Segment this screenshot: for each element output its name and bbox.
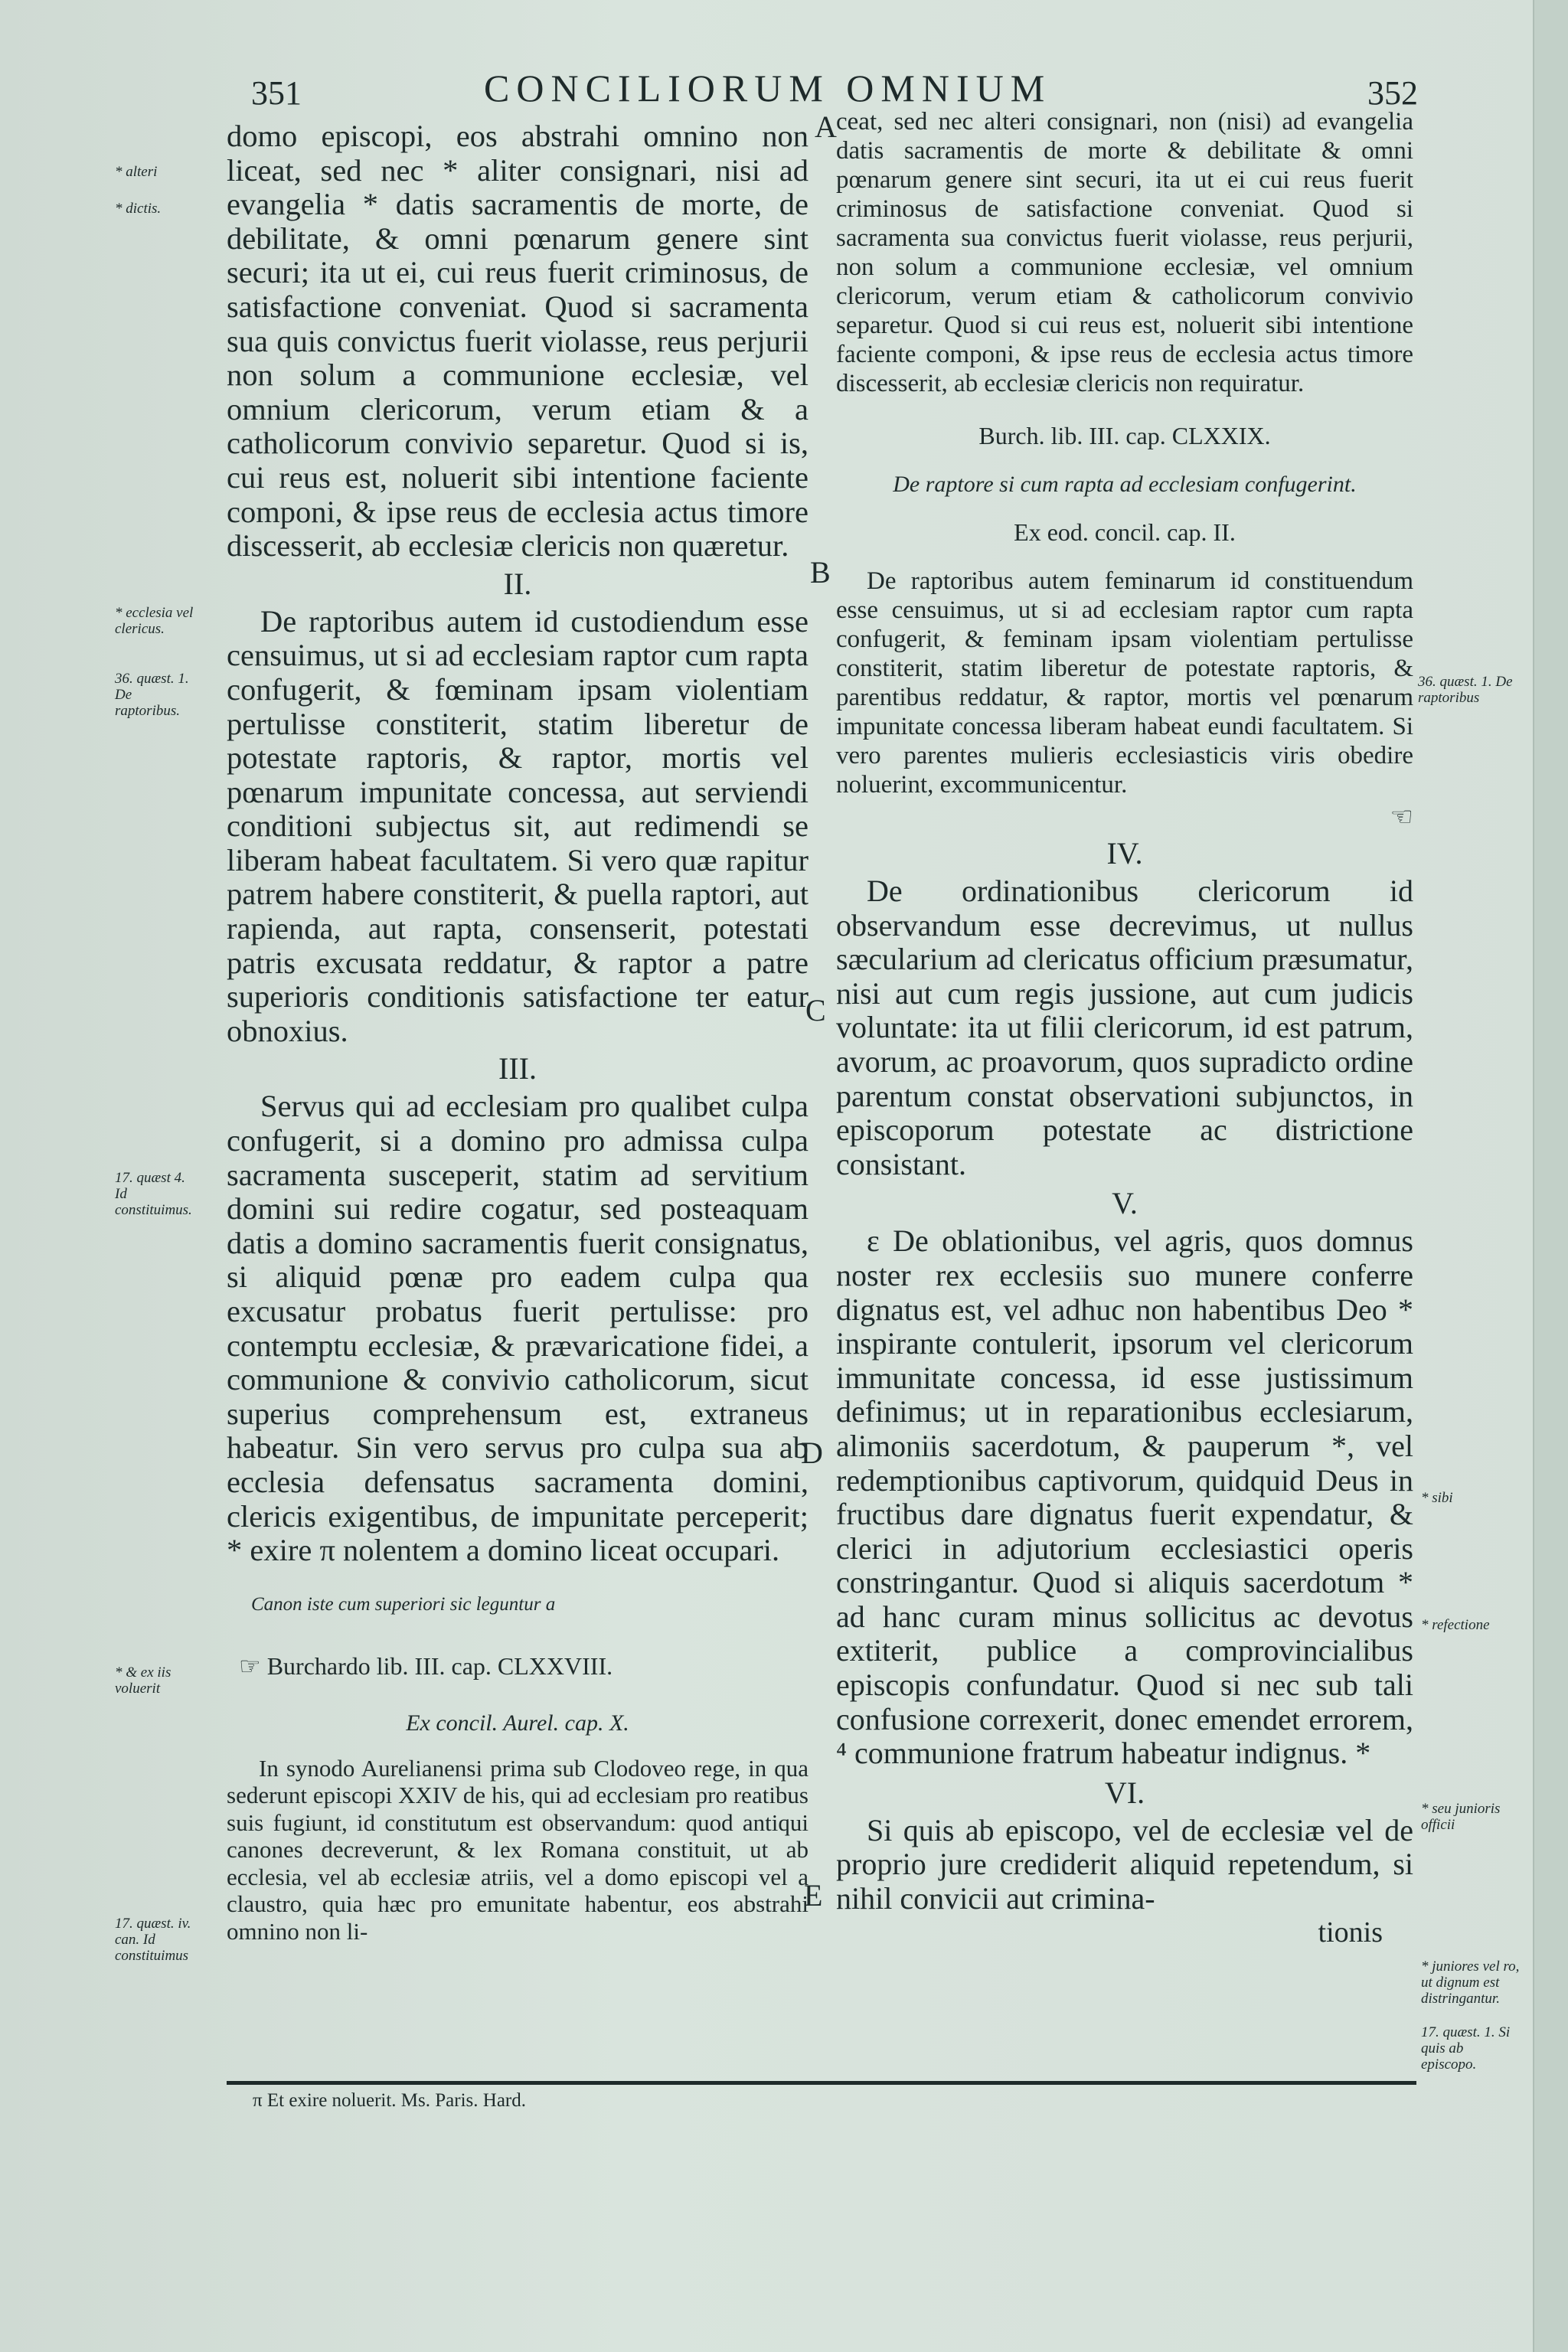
ex-concil-reference: Ex concil. Aurel. cap. X. bbox=[406, 1710, 629, 1736]
section-letter-d: D bbox=[801, 1436, 823, 1470]
right-paragraph-1: ceat, sed nec alteri consignari, non (nisi) ad evangelia datis sacramentis de morte & debilitate & omni pœnarum genere sint securi, ita ut ei cui reus fuerit criminosus de satisfactione conveniat. Quod si sacramenta sua convictus fuerit violasse, reus perjurii, non solum a communione ecclesiæ, vel omnium clericorum, verum etiam & catholicorum convivio separetur. Quod si cui reus est, noluerit sibi intentione faciente componi, & ipse reus de ecclesia actus timore discesserit, ab ecclesiæ clericis non requiratur. bbox=[836, 108, 1413, 397]
catchword: tionis bbox=[1318, 1916, 1383, 1949]
left-paragraph-2: De raptoribus autem id custodiendum esse censuimus, ut si ad ecclesiam raptor cum rapta confugerit, & fœminam ipsam violentiam pertulisse constiterit, statim liberetur de potestate raptoris, & raptor, mortis vel pœnarum impunitate concessa, aut serviendi conditioni subjectus sit, aut redimendi se liberam habeat facultatem. Si vero quæ rapitur patrem habere constiterit, & puella raptori, aut rapienda, aut rapta, consenserit, potestati patris excusata reddatur, & raptor a patre superioris conditionis satisfactione ter eatur obnoxius. bbox=[227, 603, 808, 1048]
margin-note-left-6: * & ex iis voluerit bbox=[115, 1664, 172, 1697]
burch-reference: Burch. lib. III. cap. CLXXIX. bbox=[978, 422, 1271, 449]
canon-note: Canon iste cum superiori sic leguntur a bbox=[251, 1593, 556, 1615]
left-column bbox=[227, 119, 808, 1945]
section-heading-vi: VI. bbox=[1104, 1775, 1145, 1810]
margin-note-right-6: 17. quæst. 1. Si quis ab episcopo. bbox=[1421, 2024, 1511, 2073]
section-heading-iv: IV. bbox=[1106, 836, 1143, 871]
section-heading-v: V. bbox=[1112, 1186, 1138, 1221]
margin-note-left-3: * ecclesia vel clericus. bbox=[115, 605, 194, 637]
section-letter-a: A bbox=[815, 109, 837, 144]
section-letter-c: C bbox=[805, 993, 826, 1027]
page-number-left: 351 bbox=[251, 74, 302, 112]
right-paragraph-5: Si quis ab episcopo, vel de ecclesiæ vel de proprio jure crediderit aliquid repetendum, si nihil convicii aut crimina- bbox=[836, 1812, 1413, 1916]
right-column bbox=[836, 107, 1413, 1949]
running-title: CONCILIORUM OMNIUM bbox=[484, 67, 1052, 109]
section-letter-e: E bbox=[804, 1878, 823, 1913]
margin-note-right-4: * seu junioris officii bbox=[1421, 1801, 1501, 1833]
left-paragraph-4: In synodo Aurelianensi prima sub Clodoveo rege, in qua sederunt episcopi XXIV de his, qui ad ecclesiam pro reatibus suis fugiunt, id constitutum est observandum: quod antiqui canones decreverunt, & lex Romana constituit, ut ab ecclesia, vel ab ecclesiæ atriis, vel a domo episcopi vel a claustro, quia hæc pro emunitate habentur, eos abstrahi omnino non li- bbox=[227, 1754, 808, 1945]
margin-note-left-5: 17. quæst 4. Id constituimus. bbox=[115, 1170, 192, 1218]
pointing-hand-small-icon: ☜ bbox=[1390, 803, 1413, 831]
margin-note-right-1: 36. quæst. 1. De raptoribus bbox=[1418, 674, 1513, 706]
margin-note-right-2: * sibi bbox=[1421, 1490, 1453, 1506]
margin-note-right-5: * juniores vel ro, ut dignum est distringantur. bbox=[1421, 1958, 1520, 2007]
right-paragraph-3: De ordinationibus clericorum id observandum esse decrevimus, ut nullus sæcularium ad clericatus officium præsumatur, nisi aut cum regis jussione, aut cum judicis voluntate: ita ut filii clericorum, id est patrum, avorum, ac proavorum, quos supradicto ordine parentum constat observationi subjunctos, in episcoporum potestate ac districtione consistant. bbox=[836, 874, 1413, 1181]
pointing-hand-icon: ☞ bbox=[239, 1652, 267, 1681]
de-raptore-title: De raptore si cum rapta ad ecclesiam confugerint. bbox=[893, 472, 1357, 497]
section-heading-ii: II. bbox=[503, 566, 532, 601]
burchard-reference bbox=[227, 1649, 808, 1684]
left-paragraph-3: Servus qui ad ecclesiam pro qualibet culpa confugerit, si a domino pro admissa culpa sacramenta susceperit, statim ad servitium domini sui redire cogatur, sed posteaquam datis a domino sacramentis fuerit consignatus, si aliquid pœnæ pro eadem culpa qua excusatur probatus fuerit pertulisse: pro contemptu ecclesiæ, & prævaricatione fidei, a communione & convivio catholicorum, sicut superius comprehensum est, extraneus habeatur. Sin vero servus pro culpa sua ab ecclesia defensatus sacramenta domini, clericis exigentibus, de impunitate perceperit; * exire π nolentem a domino liceat occupari. bbox=[227, 1089, 808, 1568]
page-number-right: 352 bbox=[1367, 74, 1418, 112]
burchard-text: Burchardo lib. III. cap. CLXXVIII. bbox=[266, 1652, 613, 1681]
margin-note-left-4: 36. quæst. 1. De raptoribus. bbox=[115, 671, 189, 719]
footnote: π Et exire noluerit. Ms. Paris. Hard. bbox=[253, 2090, 526, 2111]
margin-note-right-3: * refectione bbox=[1421, 1617, 1490, 1633]
margin-note-left-7: 17. quæst. iv. can. Id constituimus bbox=[115, 1916, 191, 1964]
margin-note-left-2: * dictis. bbox=[115, 201, 162, 217]
right-paragraph-2: De raptoribus autem feminarum id constituendum esse censuimus, ut si ad ecclesiam raptor cum rapta confugerit, & feminam ipsam violentiam pertulisse constiterit, statim liberetur de potestate raptoris, & parentibus reddatur, & raptor, mortis vel pœnarum impunitate concessa liberam habeat eundi facultatem. Si vero parentes mulieris ecclesiasticis viris obedire noluerint, excommunicentur. bbox=[836, 567, 1413, 799]
section-heading-iii: III. bbox=[498, 1051, 537, 1086]
ex-eod-reference: Ex eod. concil. cap. II. bbox=[1014, 518, 1236, 546]
section-letter-b: B bbox=[810, 555, 831, 590]
margin-note-left-1: * alteri bbox=[115, 164, 158, 180]
left-paragraph-1: domo episcopi, eos abstrahi omnino non liceat, sed nec * aliter consignari, nisi ad evangelia * datis sacramentis de morte, de debilitate, & omni pœnarum genere sint securi; ita ut ei, cui reus fuerit criminosus, de satisfactione conveniat. Quod si sacramenta sua quis convictus fuerit violasse, reus perjurii non solum a communione ecclesiæ, vel omnium clericorum, verum etiam & a catholicorum convivio separetur. Quod si is, cui reus est, noluerit sibi intentione faciente componi, & ipse reus de ecclesia actus timore discesserit, ab ecclesiæ clericis non quæretur. bbox=[227, 119, 808, 564]
adjacent-page-edge bbox=[1533, 0, 1568, 2352]
footnote-rule bbox=[227, 2081, 1416, 2085]
right-paragraph-4: ɛ De oblationibus, vel agris, quos domnus noster rex ecclesiis suo munere conferre dignatus est, vel adhuc non habentibus Deo * inspirante contulerit, ipsorum vel clericorum immunitate concessa, id esse justissimum definimus; ut in reparationibus ecclesiarum, alimoniis sacerdotum, & pauperum *, vel redemptionibus captivorum, quidquid Deus in fructibus dare dignatus fuerit expendatur, & clerici in adjutorium ecclesiastici operis constringantur. Quod si aliquis sacerdotum * ad hanc curam minus sollicitus ac devotus extiterit, publice a comprovincialibus episcopis confundatur. Quod si nec sub tali confusione correxerit, donec emendet errorem, ⁴ communione fratrum habeatur indignus. * bbox=[836, 1223, 1413, 1771]
